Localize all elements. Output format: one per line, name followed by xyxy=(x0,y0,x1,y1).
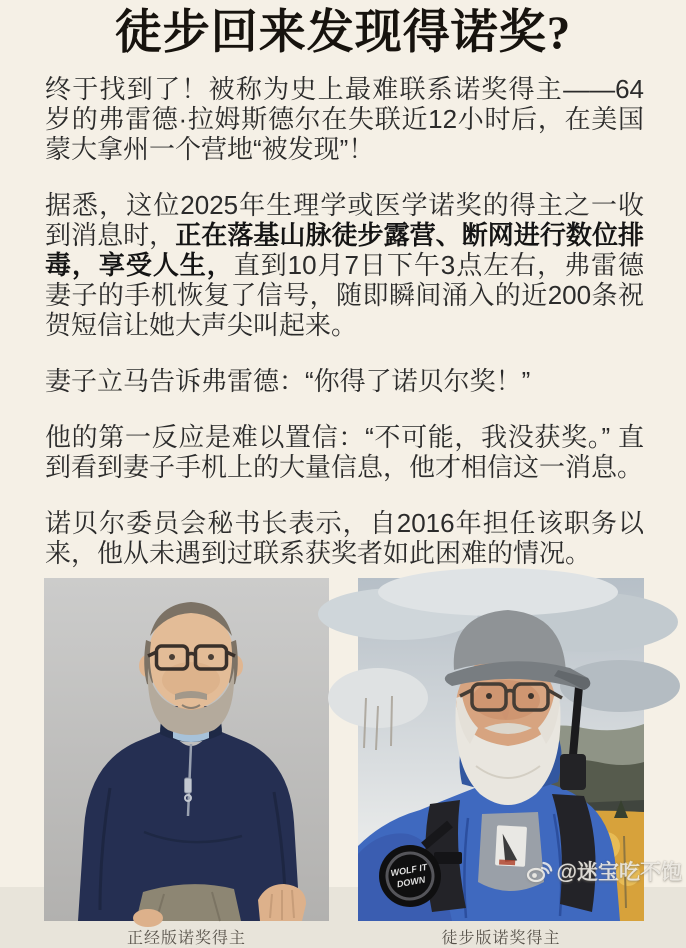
photo-row xyxy=(0,578,686,948)
gray-tshirt xyxy=(478,812,544,891)
page-title: 徒步回来发现得诺奖? xyxy=(114,7,572,59)
photo-formal-portrait[interactable] xyxy=(44,578,329,948)
article-paragraph-5: 诺贝尔委员会秘书长表示，自2016年担任该职务以来，他从未遇到过联系获奖者如此困难的情况。 xyxy=(45,508,644,569)
article-paragraph-2 xyxy=(45,190,644,340)
formal-portrait-illustration xyxy=(44,578,329,921)
paragraph-2-regular-end: 直到10月7日下午3点左右，弗雷德妻子的手机恢复了信号，随即瞬间涌入的近200条祝贺短信让她大声尖叫起来。 xyxy=(45,250,644,341)
left-photo-caption: 正经版诺奖得主 xyxy=(126,930,246,948)
paragraph-2-bold-highlight: 正在落基山脉徒步露营、断网进行数位排毒，享受人生， xyxy=(45,220,644,281)
paragraph-2-regular-start: 据悉，这位2025年生理学或医学诺奖的得主之一收到消息时， xyxy=(45,190,644,251)
article-paragraph-3: 妻子立马告诉弗雷德：“你得了诺贝尔奖！” xyxy=(45,366,531,397)
article-paragraph-1: 终于找到了！被称为史上最难联系诺奖得主——64岁的弗雷德·拉姆斯德尔在失联近12小时后，在美国蒙大拿州一个营地“被发现”！ xyxy=(45,74,644,165)
watermark-handle: @迷宝吃不饱 xyxy=(556,861,682,884)
photo-hiking-selfie[interactable] xyxy=(358,578,644,948)
right-eye xyxy=(528,693,534,699)
left-eye xyxy=(486,693,492,699)
badge-text-line2: DOWN xyxy=(396,874,426,890)
article-body xyxy=(0,60,686,568)
right-photo-caption: 徒步版诺奖得主 xyxy=(441,930,561,948)
left-eye xyxy=(169,654,175,660)
right-eye xyxy=(208,654,214,660)
article-paragraph-4: 他的第一反应是难以置信：“不可能，我没获奖。” 直到看到妻子手机上的大量信息，他才相信这一消息。 xyxy=(45,422,644,483)
badge-text-line1: WOLF IT xyxy=(389,862,429,879)
hiking-selfie-illustration xyxy=(358,578,644,921)
